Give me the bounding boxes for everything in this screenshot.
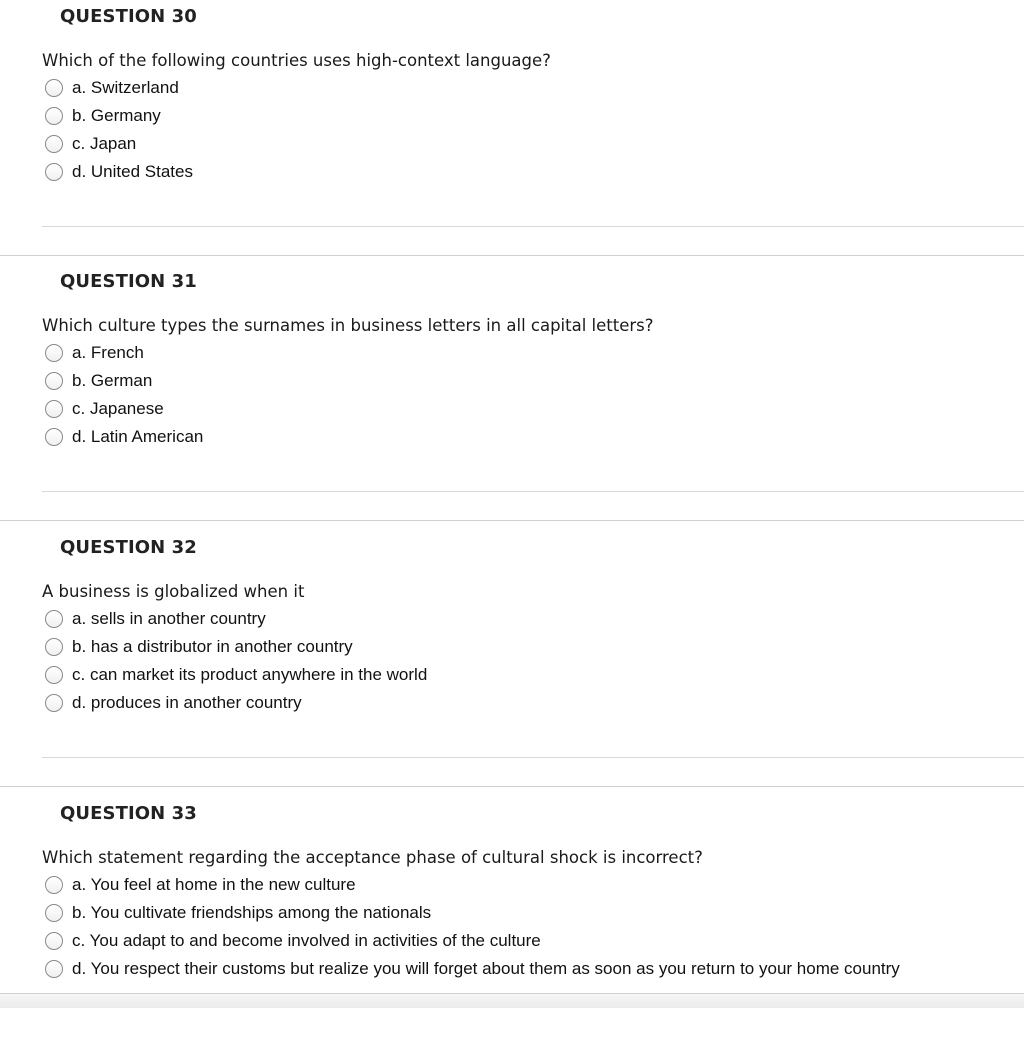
option-label[interactable]: d. produces in another country — [72, 693, 302, 712]
option-b[interactable] — [42, 102, 193, 130]
radio-button-b[interactable] — [45, 638, 63, 656]
question-text: A business is globalized when it — [42, 582, 305, 601]
radio-button-a[interactable] — [45, 79, 63, 97]
radio-button-c[interactable] — [45, 666, 63, 684]
radio-button-c[interactable] — [45, 400, 63, 418]
answer-options — [42, 871, 900, 983]
radio-button-d[interactable] — [45, 960, 63, 978]
option-a[interactable] — [42, 339, 203, 367]
option-label[interactable]: c. Japan — [72, 134, 137, 153]
option-label[interactable]: d. You respect their customs but realize you will forget about them as soon as you return to your home country — [72, 959, 900, 978]
question-31 — [0, 265, 1024, 530]
option-label[interactable]: a. You feel at home in the new culture — [72, 875, 356, 894]
radio-button-a[interactable] — [45, 610, 63, 628]
answer-options — [42, 605, 427, 717]
option-label[interactable]: d. Latin American — [72, 427, 204, 446]
option-b[interactable] — [42, 367, 203, 395]
question-text: Which culture types the surnames in business letters in all capital letters? — [42, 316, 654, 335]
option-label[interactable]: b. You cultivate friendships among the nationals — [72, 903, 432, 922]
section-divider — [0, 786, 1024, 787]
option-a[interactable] — [42, 871, 900, 899]
question-33 — [0, 797, 1024, 1062]
option-label[interactable]: d. United States — [72, 162, 193, 181]
option-c[interactable] — [42, 927, 900, 955]
question-text: Which statement regarding the acceptance phase of cultural shock is incorrect? — [42, 848, 703, 867]
bottom-toolbar — [0, 993, 1024, 1008]
option-c[interactable] — [42, 395, 203, 423]
option-label[interactable]: a. French — [72, 343, 144, 362]
option-d[interactable] — [42, 423, 203, 451]
question-title: QUESTION 32 — [60, 537, 197, 558]
option-label[interactable]: b. German — [72, 371, 153, 390]
option-d[interactable] — [42, 689, 427, 717]
radio-button-d[interactable] — [45, 428, 63, 446]
option-a[interactable] — [42, 74, 193, 102]
question-divider — [42, 757, 1024, 758]
radio-button-a[interactable] — [45, 876, 63, 894]
radio-button-b[interactable] — [45, 904, 63, 922]
radio-button-c[interactable] — [45, 932, 63, 950]
option-label[interactable]: c. can market its product anywhere in the world — [72, 665, 428, 684]
option-b[interactable] — [42, 633, 427, 661]
question-text: Which of the following countries uses high-context language? — [42, 51, 551, 70]
option-label[interactable]: a. sells in another country — [72, 609, 266, 628]
question-title: QUESTION 31 — [60, 271, 197, 292]
option-a[interactable] — [42, 605, 427, 633]
question-30 — [0, 0, 1024, 265]
answer-options — [42, 339, 203, 451]
question-title: QUESTION 30 — [60, 6, 197, 27]
radio-button-b[interactable] — [45, 372, 63, 390]
question-title: QUESTION 33 — [60, 803, 197, 824]
option-label[interactable]: a. Switzerland — [72, 78, 179, 97]
radio-button-c[interactable] — [45, 135, 63, 153]
option-d[interactable] — [42, 955, 900, 983]
option-b[interactable] — [42, 899, 900, 927]
option-c[interactable] — [42, 661, 427, 689]
question-32 — [0, 531, 1024, 796]
option-label[interactable]: b. has a distributor in another country — [72, 637, 353, 656]
option-d[interactable] — [42, 158, 193, 186]
section-divider — [0, 520, 1024, 521]
radio-button-d[interactable] — [45, 163, 63, 181]
option-label[interactable]: c. You adapt to and become involved in activities of the culture — [72, 931, 541, 950]
radio-button-b[interactable] — [45, 107, 63, 125]
radio-button-a[interactable] — [45, 344, 63, 362]
question-divider — [42, 491, 1024, 492]
question-divider — [42, 226, 1024, 227]
option-label[interactable]: b. Germany — [72, 106, 161, 125]
radio-button-d[interactable] — [45, 694, 63, 712]
option-c[interactable] — [42, 130, 193, 158]
answer-options — [42, 74, 193, 186]
option-label[interactable]: c. Japanese — [72, 399, 164, 418]
section-divider — [0, 255, 1024, 256]
